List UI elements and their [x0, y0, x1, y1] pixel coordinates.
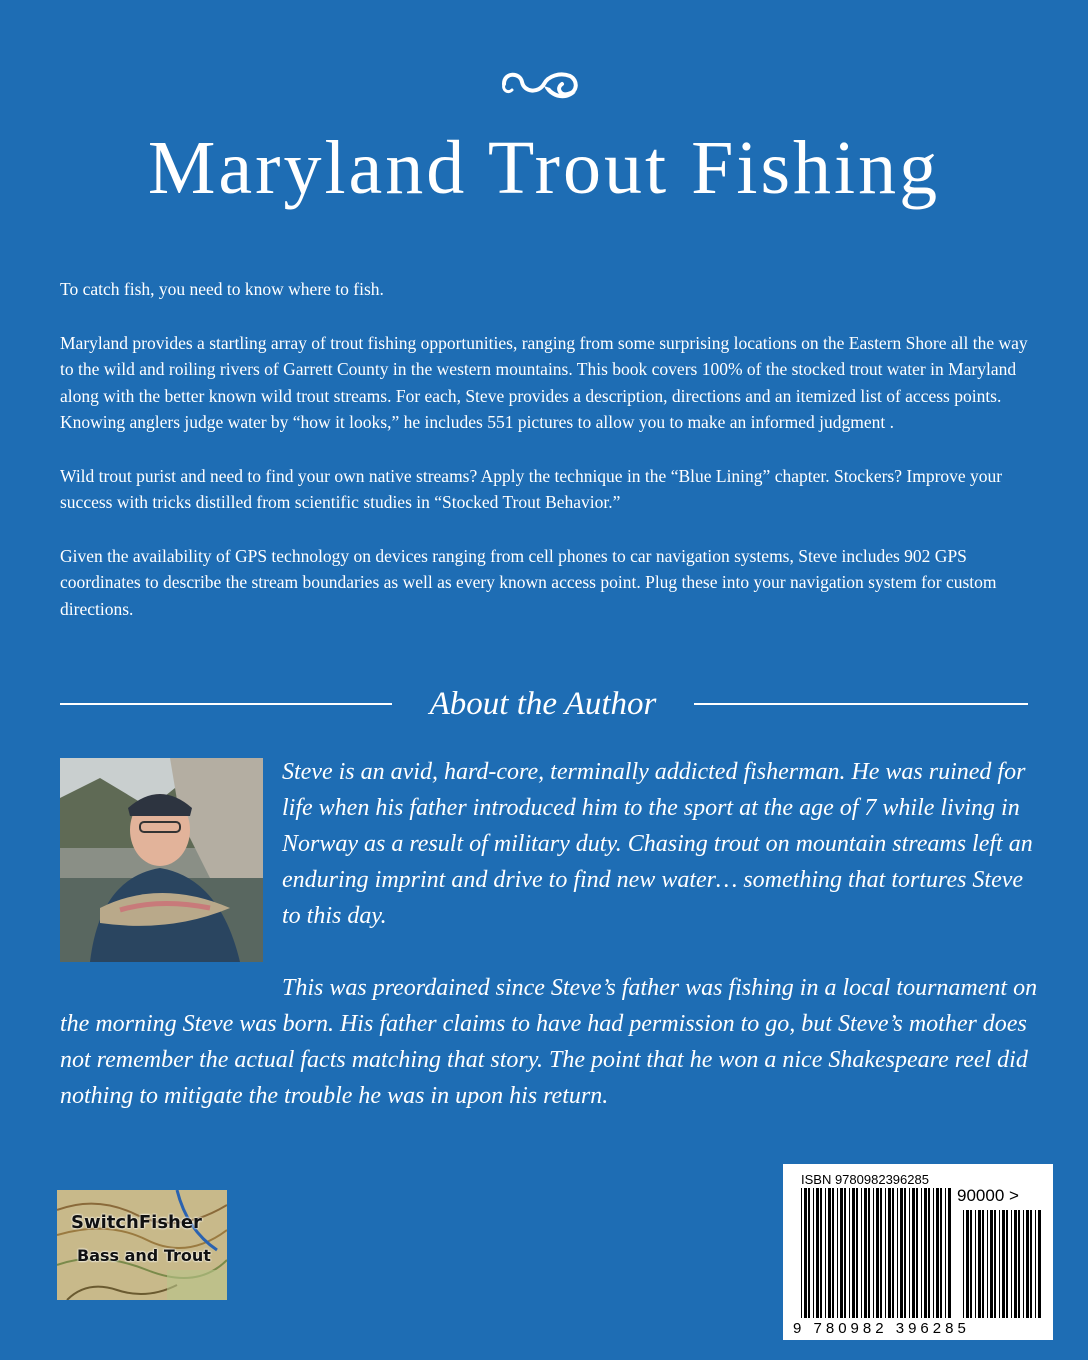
author-bio [60, 754, 1040, 1114]
barcode-bar [876, 1188, 879, 1318]
barcode-bar [987, 1210, 988, 1318]
barcode-bar [804, 1188, 807, 1318]
barcode-bar [975, 1210, 976, 1318]
barcode-bar [816, 1188, 819, 1318]
barcode-bar [1011, 1210, 1012, 1318]
isbn-label: ISBN 9780982396285 [801, 1172, 929, 1187]
barcode-bar [844, 1188, 846, 1318]
barcode-bar [904, 1188, 906, 1318]
barcode-bar [892, 1188, 894, 1318]
publisher-tagline: Bass and Trout [77, 1246, 211, 1265]
barcode-bar [1006, 1210, 1008, 1318]
publisher-name: SwitchFisher [71, 1212, 202, 1233]
barcode-bar [801, 1188, 802, 1318]
barcode-bar [1030, 1210, 1032, 1318]
barcode-bar [864, 1188, 867, 1318]
barcode-bar [868, 1188, 870, 1318]
publisher-logo [57, 1190, 227, 1300]
bio-paragraph: Steve is an avid, hard-core, terminally addicted fisherman. He was ruined for life when his father introduced him to the sport at the age of 7 while living in Norway as a result of military duty. Chasing trout on mountain streams left an enduring imprint and drive to find new water… something that tortures Steve to this day. [282, 759, 1033, 929]
barcode-bar [966, 1210, 969, 1318]
barcode-bar [1018, 1210, 1020, 1318]
barcode-addon-bars [963, 1210, 1041, 1318]
barcode-bar [982, 1210, 984, 1318]
barcode-bar [832, 1188, 834, 1318]
barcode-bar [808, 1188, 810, 1318]
barcode-bar [933, 1188, 934, 1318]
barcode-bar [852, 1188, 855, 1318]
bio-paragraph: This was preordained since Steve’s father was fishing in a local tournament on the morning Steve was born. His father claims to have had permission to go, but Steve’s mother does not remember the actual facts matching that story. The point that he won a nice Shakespeare reel did nothing to mitigate the trouble he was in upon his return. [60, 975, 1038, 1109]
divider-right [694, 703, 1028, 705]
barcode-bar [880, 1188, 882, 1318]
barcode-bar [912, 1188, 915, 1318]
barcode-bar [928, 1188, 930, 1318]
barcode-bar [1023, 1210, 1024, 1318]
barcode-bar [999, 1210, 1000, 1318]
description-paragraph: Wild trout purist and need to find your own native streams? Apply the technique in the “Blue Lining” chapter. Stockers? Improve your success with tricks distilled from scientific studies in “Stocked Trout Behavior.” [60, 465, 1003, 512]
barcode-bar [990, 1210, 993, 1318]
barcode-bar [856, 1188, 858, 1318]
description-paragraph: To catch fish, you need to know where to fish. [60, 279, 384, 299]
barcode-bar [1002, 1210, 1005, 1318]
divider-left [60, 703, 392, 705]
isbn-barcode [783, 1164, 1053, 1340]
barcode-bar [1026, 1210, 1029, 1318]
barcode-bar [924, 1188, 927, 1318]
barcode-bar [837, 1188, 838, 1318]
book-description [60, 276, 1040, 649]
barcode-bar [909, 1188, 910, 1318]
barcode-bar [1035, 1210, 1036, 1318]
barcode-bar [861, 1188, 862, 1318]
barcode-bar [978, 1210, 981, 1318]
barcode-bar [916, 1188, 918, 1318]
book-title: Maryland Trout Fishing [147, 126, 941, 210]
barcode-bar [940, 1188, 942, 1318]
barcode-bar [921, 1188, 922, 1318]
barcode-bar [885, 1188, 886, 1318]
barcode-bar [970, 1210, 972, 1318]
barcode-bar [900, 1188, 903, 1318]
barcode-bar [1038, 1210, 1041, 1318]
barcode-bar [897, 1188, 898, 1318]
flourish-ornament-icon [498, 66, 582, 106]
barcode-bar [888, 1188, 891, 1318]
barcode-bar [813, 1188, 814, 1318]
description-paragraph: Given the availability of GPS technology on devices ranging from cell phones to car navigation systems, Steve includes 902 GPS coordinates to describe the stream boundaries as well as every known access point. Plug these into your navigation system for custom directions. [60, 545, 997, 619]
barcode-bar [936, 1188, 939, 1318]
barcode-bar [1014, 1210, 1017, 1318]
barcode-bar [825, 1188, 826, 1318]
barcode-bar [945, 1188, 946, 1318]
barcode-bar [849, 1188, 850, 1318]
barcode-bars [801, 1188, 951, 1318]
barcode-bar [948, 1188, 951, 1318]
about-author-heading: About the Author [429, 686, 657, 722]
barcode-bar [873, 1188, 874, 1318]
isbn-digits: 9 780982 396285 [793, 1320, 970, 1337]
barcode-bar [840, 1188, 843, 1318]
barcode-bar [963, 1210, 964, 1318]
price-code: 90000 > [957, 1186, 1019, 1205]
barcode-bar [820, 1188, 822, 1318]
barcode-bar [994, 1210, 996, 1318]
barcode-bar [828, 1188, 831, 1318]
topo-map-icon [57, 1190, 227, 1300]
description-paragraph: Maryland provides a startling array of trout fishing opportunities, ranging from some surprising locations on the Eastern Shore all the way to the wild and roiling rivers of Garrett County in the western mountains. This book covers 100% of the stocked trout water in Maryland along with the better known wild trout streams. For each, Steve provides a description, directions and an itemized list of access points. Knowing anglers judge water by “how it looks,” he includes 551 pictures to allow you to make an informed judgment . [60, 332, 1028, 432]
